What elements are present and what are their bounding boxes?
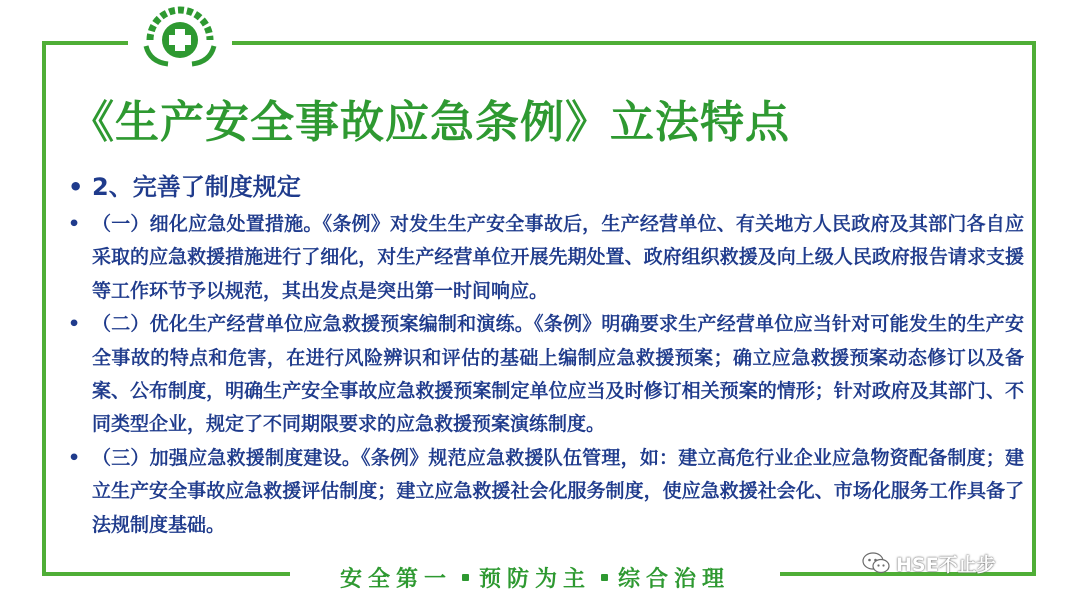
bullet: • — [68, 313, 81, 336]
bullet: • — [68, 213, 81, 235]
bullet: • — [68, 446, 81, 469]
separator-dot-icon — [462, 574, 469, 581]
slogan-part-2: 预防为主 — [478, 566, 591, 592]
paragraph-3-text: （三）加强应急救援制度建设。《条例》规范应急救援队伍管理，如：建立高危行业企业应急物资配备制度；建立生产安全事故应急救援评估制度；建立应急救援社会化服务制度，使应急救援社会化、市场化服务工作具备了法规制度基础。 — [92, 446, 1024, 536]
paragraph-2 — [64, 308, 1024, 442]
bullet: • — [68, 173, 84, 201]
footer-slogan — [300, 560, 770, 594]
paragraph-1 — [64, 208, 1024, 308]
paragraph-2-text: （二）优化生产经营单位应急救援预案编制和演练。《条例》明确要求生产经营单位应当针对可能发生的生产安全事故的特点和危害，在进行风险辨识和评估的基础上编制应急救援预案；确立应急救援预案动态修订以及备案、公布制度，明确生产安全事故应急救援预案制定单位应当及时修订相关预案的情形；针对政府及其部门、不同类型企业，规定了不同期限要求的应急救援预案演练制度。 — [92, 313, 1024, 436]
slogan-part-3: 综合治理 — [618, 566, 731, 592]
slide-content — [64, 168, 1024, 542]
slogan-part-1: 安全第一 — [339, 566, 452, 592]
watermark-text: HSE不止步 — [896, 553, 996, 576]
wechat-icon — [862, 551, 890, 575]
section-heading-text: 2、完善了制度规定 — [92, 173, 301, 201]
slide-title: 《生产安全事故应急条例》立法特点 — [70, 97, 790, 148]
separator-dot-icon — [601, 574, 608, 581]
safety-cross-logo-icon — [140, 6, 220, 68]
paragraph-1-text: （一）细化应急处置措施。《条例》对发生生产安全事故后，生产经营单位、有关地方人民政府及其部门各自应采取的应急救援措施进行了细化，对生产经营单位开展先期处置、政府组织救援及向上级人民政府报告请求支援等工作环节予以规范，其出发点是突出第一时间响应。 — [92, 213, 1024, 302]
watermark — [862, 548, 996, 578]
paragraph-3 — [64, 442, 1024, 542]
section-heading — [64, 168, 1024, 206]
